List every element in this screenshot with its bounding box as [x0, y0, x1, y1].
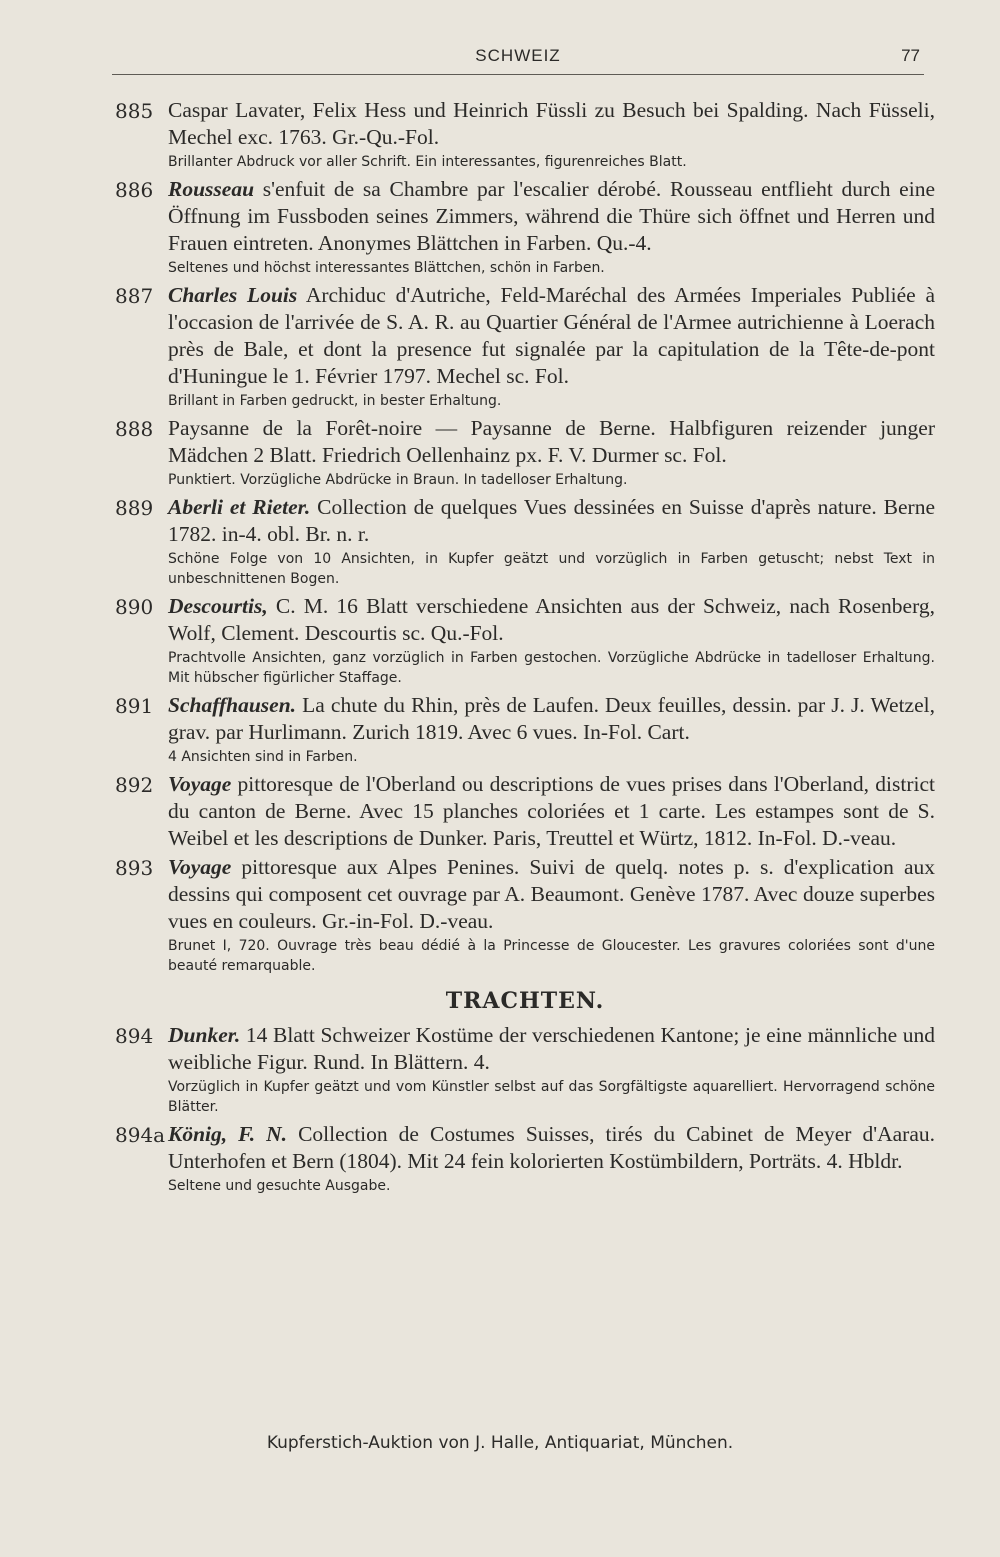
page-header	[112, 44, 924, 75]
entry-note: Seltene und gesuchte Ausgabe.	[168, 1178, 391, 1194]
catalog-entry	[115, 282, 935, 411]
entry-number: 894	[115, 1024, 154, 1048]
entry-number: 886	[115, 178, 154, 202]
section-heading: TRACHTEN.	[445, 988, 605, 1014]
entry-text	[168, 97, 935, 151]
catalog-entry	[115, 97, 935, 172]
catalog-entry	[115, 593, 935, 688]
entry-text	[168, 854, 935, 935]
entry-number: 890	[115, 595, 154, 619]
entry-heading: Charles Louis	[168, 283, 298, 307]
entry-number: 893	[115, 856, 154, 880]
entry-text	[168, 415, 935, 469]
catalog-entry	[115, 1121, 935, 1196]
entry-note: 4 Ansichten sind in Farben.	[168, 749, 358, 765]
catalog-entry	[115, 494, 935, 589]
page-number: 77	[901, 46, 920, 65]
entry-heading: Voyage	[168, 772, 232, 796]
entry-description: Archiduc d'Autriche, Feld-Maréchal des Armées Imperiales Publiée à l'occasion de l'arrivée de S. A. R. au Quartier Général de l'Armee autrichienne à Loerach près de Bale, et dont la presence fut signalée par la capitulation de la Tête-de-pont d'Huningue le 1. Février 1797. Mechel sc. Fol.	[168, 283, 936, 388]
entry-note: Brillant in Farben gedruckt, in bester Erhaltung.	[168, 393, 502, 409]
running-title: SCHWEIZ	[475, 46, 561, 65]
entry-number: 887	[115, 284, 154, 308]
entry-list-schweiz	[115, 97, 935, 976]
entry-heading: Aberli et Rieter.	[168, 495, 311, 519]
entry-text	[168, 692, 935, 746]
entry-text	[168, 1022, 935, 1076]
entry-number: 894a	[115, 1123, 166, 1147]
catalog-entry	[115, 692, 935, 767]
entry-text	[168, 282, 935, 390]
entry-description: s'enfuit de sa Chambre par l'escalier dérobé. Rousseau entflieht durch eine Öffnung im Fussboden seines Zimmers, während die Thüre sich öffnet und Herren und Frauen eintreten. Anonymes Blättchen in Farben. Qu.-4.	[168, 177, 935, 255]
page-footer: Kupferstich-Auktion von J. Halle, Antiquariat, München.	[266, 1433, 734, 1453]
entry-text	[168, 176, 935, 257]
entry-description: Paysanne de la Forêt-noire — Paysanne de Berne. Halbfiguren reizender junger Mädchen 2 Blatt. Friedrich Oellenhainz px. F. V. Durmer sc. Fol.	[168, 416, 935, 467]
entry-note: Brillanter Abdruck vor aller Schrift. Ein interessantes, figurenreiches Blatt.	[168, 154, 687, 170]
entry-description: La chute du Rhin, près de Laufen. Deux feuilles, dessin. par J. J. Wetzel, grav. par Hurlimann. Zurich 1819. Avec 6 vues. In-Fol. Cart.	[168, 693, 935, 744]
entry-note: Vorzüglich in Kupfer geätzt und vom Künstler selbst auf das Sorgfältigste aquarelliert. Hervorragend schöne Blätter.	[168, 1079, 935, 1115]
entry-note: Seltenes und höchst interessantes Blättchen, schön in Farben.	[168, 260, 605, 276]
entry-description: Collection de quelques Vues dessinées en Suisse d'après nature. Berne 1782. in-4. obl. Br. n. r.	[168, 495, 935, 546]
entry-heading: König, F. N.	[168, 1122, 288, 1146]
entry-number: 889	[115, 496, 154, 520]
entry-number: 892	[115, 773, 154, 797]
entry-note: Prachtvolle Ansichten, ganz vorzüglich in Farben gestochen. Vorzügliche Abdrücke in tadelloser Erhaltung. Mit hübscher figürlicher Staffage.	[168, 650, 935, 686]
entry-note: Punktiert. Vorzügliche Abdrücke in Braun. In tadelloser Erhaltung.	[168, 472, 628, 488]
entry-heading: Dunker.	[168, 1023, 241, 1047]
entry-description: pittoresque aux Alpes Penines. Suivi de quelq. notes p. s. d'explication aux dessins qui composent cet ouvrage par A. Beaumont. Genève 1787. Avec douze superbes vues en couleurs. Gr.-in-Fol. D.-veau.	[168, 855, 935, 933]
entry-description: 14 Blatt Schweizer Kostüme der verschiedenen Kantone; je eine männliche und weibliche Figur. Rund. In Blättern. 4.	[168, 1023, 935, 1074]
catalog-entry	[115, 771, 935, 852]
entry-description: Collection de Costumes Suisses, tirés du Cabinet de Meyer d'Aarau. Unterhofen et Bern (1804). Mit 24 fein kolorierten Kostümbildern, Porträts. 4. Hbldr.	[168, 1122, 935, 1173]
catalog-entry	[115, 854, 935, 976]
entry-heading: Schaffhausen.	[168, 693, 297, 717]
entry-text	[168, 593, 935, 647]
entry-heading: Descourtis,	[168, 594, 268, 618]
entry-list-trachten	[115, 1022, 935, 1196]
catalog-entry	[115, 176, 935, 278]
entry-note: Schöne Folge von 10 Ansichten, in Kupfer geätzt und vorzüglich in Farben getuscht; nebst Text in unbeschnittenen Bogen.	[168, 551, 935, 587]
entry-heading: Rousseau	[168, 177, 255, 201]
entry-number: 888	[115, 417, 154, 441]
entry-description: C. M. 16 Blatt verschiedene Ansichten aus der Schweiz, nach Rosenberg, Wolf, Clement. Descourtis sc. Qu.-Fol.	[168, 594, 935, 645]
entry-text	[168, 494, 935, 548]
entry-number: 891	[115, 694, 154, 718]
entry-note: Brunet I, 720. Ouvrage très beau dédié à la Princesse de Gloucester. Les gravures coloriées sont d'une beauté remarquable.	[168, 938, 935, 974]
entry-description: Caspar Lavater, Felix Hess und Heinrich Füssli zu Besuch bei Spalding. Nach Füsseli, Mechel exc. 1763. Gr.-Qu.-Fol.	[168, 98, 935, 149]
catalog-entry	[115, 415, 935, 490]
catalog-entry	[115, 1022, 935, 1117]
entry-description: pittoresque de l'Oberland ou descriptions de vues prises dans l'Oberland, district du canton de Berne. Avec 15 planches coloriées et 1 carte. Les estampes sont de S. Weibel et les descriptions de Dunker. Paris, Treuttel et Würtz, 1812. In-Fol. D.-veau.	[168, 772, 935, 850]
entry-text	[168, 771, 935, 852]
entry-number: 885	[115, 99, 154, 123]
entry-text	[168, 1121, 935, 1175]
catalog-content	[115, 97, 935, 1200]
entry-heading: Voyage	[168, 855, 232, 879]
